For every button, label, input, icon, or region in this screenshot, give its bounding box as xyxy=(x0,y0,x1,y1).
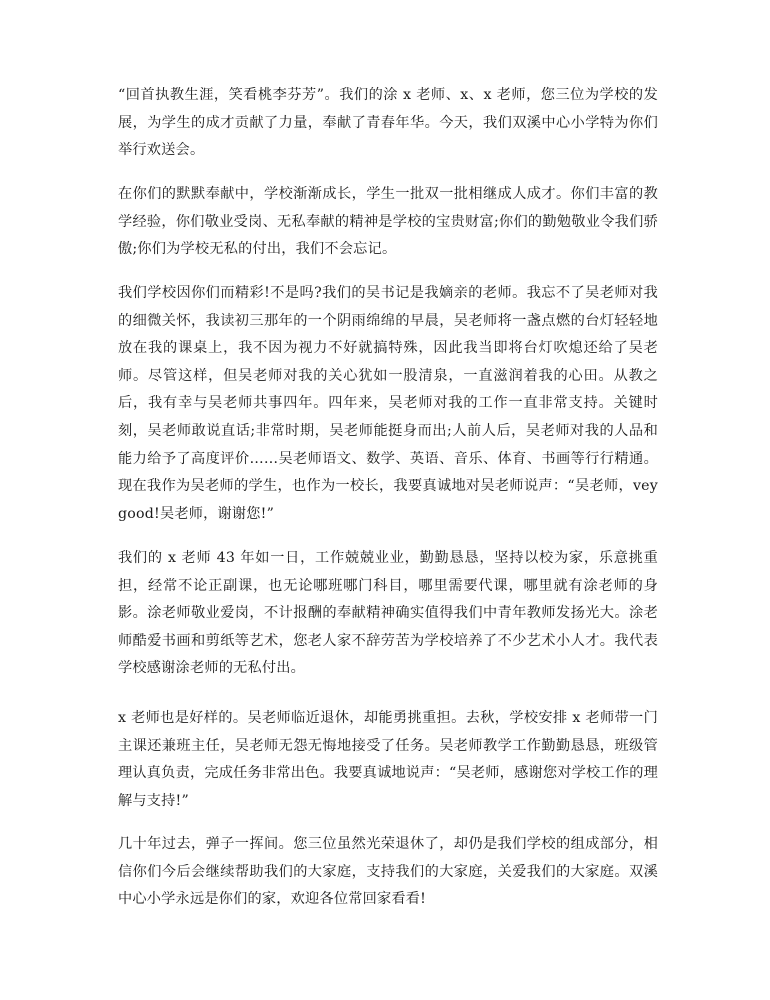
paragraph-dedication: 在你们的默默奉献中，学校渐渐成长，学生一批双一批相继成人成才。你们丰富的教学经验，你们敬业受岗、无私奉献的精神是学校的宝贵财富;你们的勤勉敬业令我们骄傲;你们为学校无私的付出，我们不会忘记。 xyxy=(118,186,658,258)
paragraph-tu-teacher: 我们的 x 老师 43 年如一日，工作兢兢业业，勤勤恳恳，坚持以校为家，乐意挑重担，经常不论正副课，也无论哪班哪门科目，哪里需要代课，哪里就有涂老师的身影。涂老师敬业爱岗，不计报酬的奉献精神确实值得我们中青年教师发扬光大。涂老师酷爱书画和剪纸等艺术，您老人家不辞劳苦为学校培养了不少艺术小人才。我代表学校感谢涂老师的无私付出。 xyxy=(118,550,658,677)
paragraph-closing: 几十年过去，弹子一挥间。您三位虽然光荣退休了，却仍是我们学校的组成部分，相信你们今后会继续帮助我们的大家庭，支持我们的大家庭，关爱我们的大家庭。双溪中心小学永远是你们的家，欢迎各位常回家看看! xyxy=(118,836,658,908)
paragraph-opening: “回首执教生涯，笑看桃李芬芳”。我们的涂 x 老师、x、x 老师，您三位为学校的发展，为学生的成才贡献了力量，奉献了青春年华。今天，我们双溪中心小学特为你们举行欢送会。 xyxy=(118,87,658,159)
paragraph-x-teacher: x 老师也是好样的。吴老师临近退休，却能勇挑重担。去秋，学校安排 x 老师带一门主课还兼班主任，吴老师无怨无悔地接受了任务。吴老师教学工作勤勤恳恳，班级管理认真负责，完成任务非常出色。我要真诚地说声：“吴老师，感谢您对学校工作的理解与支持!” xyxy=(118,710,658,809)
paragraph-wu-secretary: 我们学校因你们而精彩!不是吗?我们的吴书记是我嫡亲的老师。我忘不了吴老师对我的细微关怀，我读初三那年的一个阴雨绵绵的早晨，吴老师将一盏点燃的台灯轻轻地放在我的课桌上，我不因为视力不好就搞特殊，因此我当即将台灯吹熄还给了吴老师。尽管这样，但吴老师对我的关心犹如一股清泉，一直滋润着我的心田。从教之后，我有幸与吴老师共事四年。四年来，吴老师对我的工作一直非常支持。关键时刻，吴老师敢说直话;非常时期，吴老师能挺身而出;人前人后，吴老师对我的人品和能力给予了高度评价……吴老师语文、数学、英语、音乐、体育、书画等行行精通。现在我作为吴老师的学生，也作为一校长，我要真诚地对吴老师说声：“吴老师，vey good!吴老师，谢谢您!” xyxy=(118,285,658,522)
